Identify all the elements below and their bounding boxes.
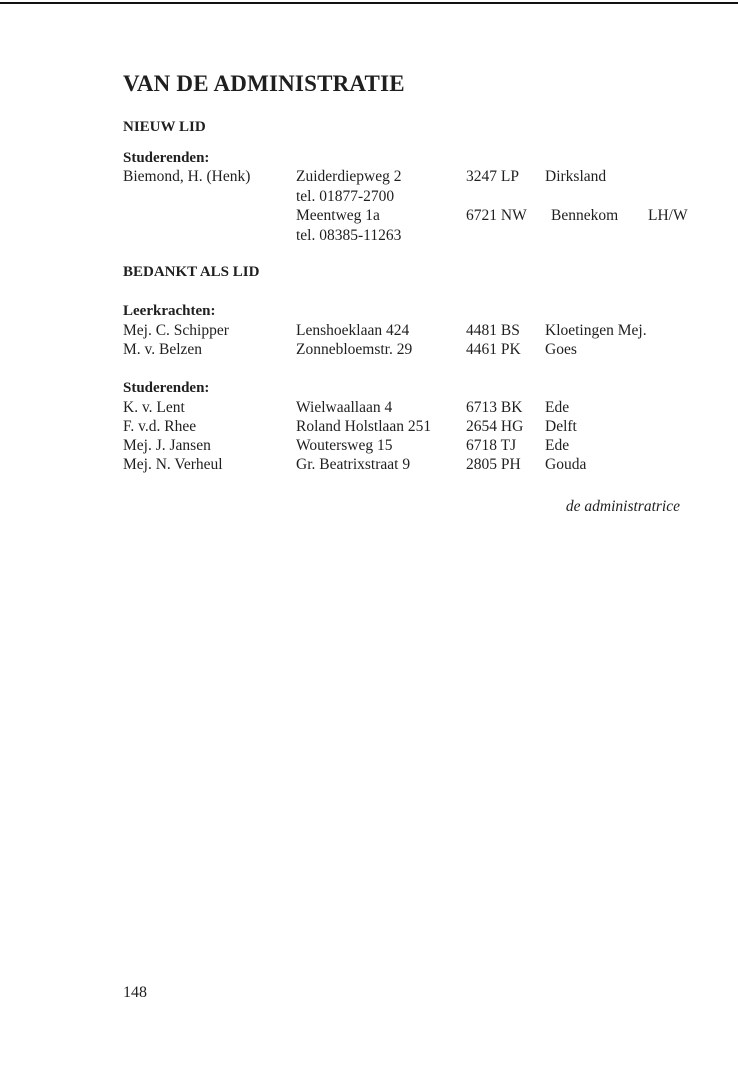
member-city: Delft bbox=[545, 418, 577, 435]
member-name: Mej. J. Jansen bbox=[123, 437, 211, 454]
member-address: Lenshoeklaan 424 bbox=[296, 322, 410, 339]
member-address: Zonnebloemstr. 29 bbox=[296, 341, 413, 358]
member-entry-new bbox=[0, 168, 738, 188]
section-heading-new-members: NIEUW LID bbox=[123, 119, 206, 135]
member-city: Kloetingen Mej. bbox=[545, 322, 647, 339]
member-city: Ede bbox=[545, 437, 570, 454]
member-name: Biemond, H. (Henk) bbox=[123, 168, 251, 185]
member-postal-code: 2654 HG bbox=[466, 418, 524, 435]
member-postal-code: 6718 TJ bbox=[466, 437, 517, 454]
member-postal-code: 2805 PH bbox=[466, 456, 521, 473]
page-title: VAN DE ADMINISTRATIE bbox=[123, 71, 405, 96]
member-city: Ede bbox=[545, 399, 570, 416]
member-address: Roland Holstlaan 251 bbox=[296, 418, 432, 435]
member-city: Gouda bbox=[545, 456, 587, 473]
subheading-students-new: Studerenden: bbox=[123, 150, 210, 166]
member-city: Goes bbox=[545, 341, 577, 358]
table-row bbox=[0, 437, 738, 457]
member-postal-code: 4461 PK bbox=[466, 341, 521, 358]
member-phone-second: tel. 08385-11263 bbox=[296, 227, 402, 244]
table-row bbox=[0, 418, 738, 438]
member-name: F. v.d. Rhee bbox=[123, 418, 197, 435]
member-address: Gr. Beatrixstraat 9 bbox=[296, 456, 411, 473]
member-city: Dirksland bbox=[545, 168, 607, 185]
member-phone: tel. 01877-2700 bbox=[296, 188, 395, 205]
member-entry-new-second-address bbox=[0, 207, 738, 227]
subheading-students-cancelled: Studerenden: bbox=[123, 380, 210, 396]
member-address-second: Meentweg 1a bbox=[296, 207, 380, 224]
member-postal-code: 6713 BK bbox=[466, 399, 523, 416]
table-row bbox=[0, 341, 738, 361]
signature: de administratrice bbox=[565, 498, 680, 515]
top-rule bbox=[0, 2, 738, 4]
section-heading-cancelled: BEDANKT ALS LID bbox=[123, 264, 260, 280]
table-row bbox=[0, 322, 738, 342]
member-address: Zuiderdiepweg 2 bbox=[296, 168, 402, 185]
member-name: K. v. Lent bbox=[123, 399, 185, 416]
member-address: Woutersweg 15 bbox=[296, 437, 393, 454]
member-note: LH/W bbox=[648, 207, 688, 224]
member-name: Mej. C. Schipper bbox=[123, 322, 229, 339]
member-city-second: Bennekom bbox=[551, 207, 619, 224]
member-address: Wielwaallaan 4 bbox=[296, 399, 393, 416]
member-name: M. v. Belzen bbox=[123, 341, 203, 358]
table-row bbox=[0, 399, 738, 419]
member-postal-code: 4481 BS bbox=[466, 322, 520, 339]
member-name: Mej. N. Verheul bbox=[123, 456, 223, 473]
member-postal-code-second: 6721 NW bbox=[466, 207, 527, 224]
subheading-teachers: Leerkrachten: bbox=[123, 303, 216, 319]
member-postal-code: 3247 LP bbox=[466, 168, 519, 185]
table-row bbox=[0, 456, 738, 476]
page-number: 148 bbox=[123, 984, 147, 1001]
